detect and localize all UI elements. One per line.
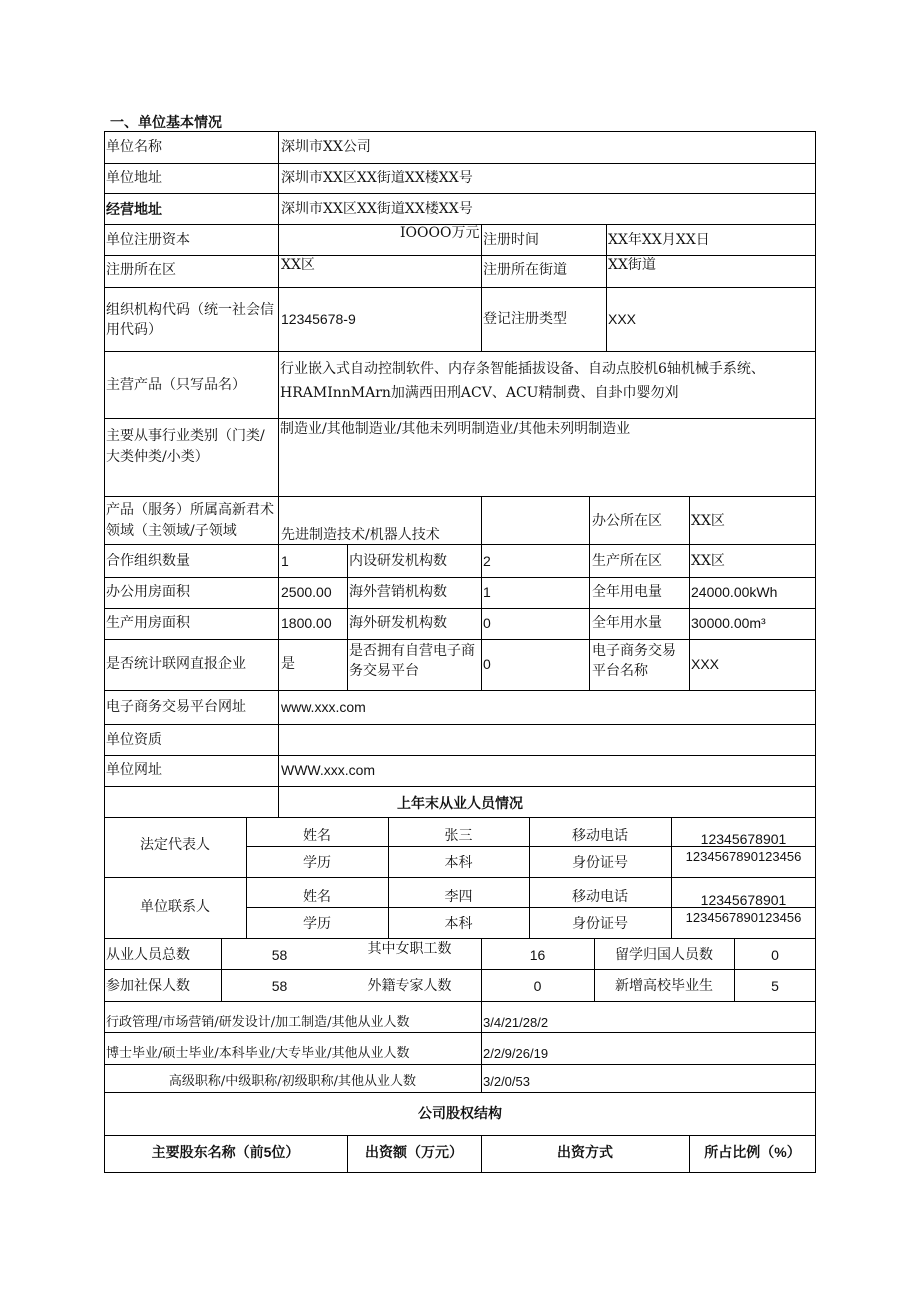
business-address-label: 经营地址 [106, 201, 162, 217]
contact-phone: 12345678901 [700, 892, 787, 908]
basic-info-table [104, 131, 816, 1173]
own-ecom-label: 是否拥有自营电子商务交易平台 [349, 643, 475, 679]
title-breakdown-label: 高级职称/中级职称/初级职称/其他从业人数 [168, 1074, 417, 1089]
equity-col-amount: 出资额（万元） [365, 1144, 463, 1160]
main-products-label: 主营产品（只写品名） [106, 377, 246, 393]
ecom-url-value: www.xxx.com [281, 699, 366, 715]
contact-phone-label: 移动电话 [572, 889, 628, 905]
overseas-sales-label: 海外营销机构数 [349, 584, 447, 600]
contact-label: 单位联系人 [140, 899, 210, 915]
electricity-label: 全年用电量 [592, 584, 662, 600]
reg-street-label: 注册所在街道 [483, 262, 567, 278]
foreign-experts-label: 外籍专家人数 [367, 978, 452, 994]
reg-capital-label: 单位注册资本 [106, 232, 190, 248]
hitech-value: 先进制造技术/机器人技术 [281, 527, 440, 543]
internet-stat-label: 是否统计联网直报企业 [106, 656, 246, 672]
equity-section-title: 公司股权结构 [418, 1105, 502, 1121]
reg-street-value: XX街道 [608, 257, 656, 273]
prod-area-label: 生产用房面积 [106, 615, 190, 631]
contact-name-label: 姓名 [303, 889, 331, 905]
prod-district-label: 生产所在区 [592, 553, 662, 569]
returnee-value: 0 [771, 947, 779, 963]
new-graduates-value: 5 [771, 978, 779, 994]
contact-id-label: 身份证号 [572, 916, 628, 932]
equity-col-ratio: 所占比例（%） [704, 1144, 801, 1160]
total-staff-label: 从业人员总数 [106, 947, 190, 963]
contact-edu-label: 学历 [303, 916, 331, 932]
reg-type-label: 登记注册类型 [483, 311, 567, 327]
dept-breakdown-label: 行政管理/市场营销/研发设计/加工制造/其他从业人数 [106, 1015, 410, 1030]
legal-rep-label: 法定代表人 [140, 837, 210, 853]
prod-area-value: 1800.00 [281, 615, 332, 631]
unit-name-value: 深圳市XX公司 [281, 139, 371, 155]
website-value: WWW.xxx.com [281, 762, 376, 778]
equity-col-shareholder: 主要股东名称（前5位） [151, 1144, 300, 1160]
reg-type-value: XXX [608, 311, 637, 327]
ecom-name-label: 电子商务交易平台名称 [592, 643, 676, 679]
ecom-name-value: XXX [691, 656, 720, 672]
contact-edu: 本科 [444, 916, 473, 932]
legal-rep-edu-label: 学历 [303, 855, 331, 871]
title-breakdown-value: 3/2/0/53 [483, 1074, 530, 1089]
total-staff-value: 58 [271, 947, 288, 963]
reg-district-value: XX区 [281, 257, 315, 273]
coop-org-label: 合作组织数量 [106, 553, 190, 569]
org-code-value: 12345678-9 [281, 311, 356, 327]
insured-value: 58 [271, 978, 288, 994]
returnee-label: 留学归国人员数 [615, 947, 713, 963]
legal-rep-name-label: 姓名 [303, 828, 331, 844]
unit-address-value: 深圳市XX区XX街道XX楼XX号 [281, 170, 473, 186]
reg-time-value: XX年XX月XX日 [608, 232, 710, 248]
legal-rep-id: 1234567890123456 [685, 849, 802, 864]
prod-district-value: XX区 [691, 553, 725, 569]
rd-internal-value: 2 [483, 553, 491, 569]
legal-rep-id-label: 身份证号 [572, 855, 628, 871]
water-label: 全年用水量 [592, 615, 662, 631]
insured-label: 参加社保人数 [106, 978, 190, 994]
own-ecom-value: 0 [483, 656, 491, 672]
unit-address-label: 单位地址 [106, 170, 162, 186]
legal-rep-name: 张三 [444, 828, 473, 844]
overseas-rd-value: 0 [483, 615, 491, 631]
dept-breakdown-value: 3/4/21/28/2 [483, 1015, 549, 1030]
water-value: 30000.00m³ [691, 615, 766, 631]
reg-time-label: 注册时间 [483, 232, 539, 248]
office-district-value: XX区 [691, 513, 725, 529]
rd-internal-label: 内设研发机构数 [349, 553, 447, 569]
website-label: 单位网址 [106, 762, 162, 778]
qualification-label: 单位资质 [106, 732, 162, 748]
female-staff-label: 其中女职工数 [367, 941, 452, 957]
staff-section-title: 上年末从业人员情况 [397, 795, 523, 811]
reg-district-label: 注册所在区 [106, 262, 176, 278]
unit-name-label: 单位名称 [106, 139, 162, 155]
reg-capital-value: IOOOO万元 [400, 225, 480, 241]
main-products-value: 行业嵌入式自动控制软件、内存条智能插拔设备、自动点胶机6轴机械手系统、HRAMInnMArn加满西田刑ACV、ACU精制费、自卦巾婴勿刈 [280, 361, 765, 401]
legal-rep-phone-label: 移动电话 [572, 828, 628, 844]
equity-col-method: 出资方式 [557, 1144, 613, 1160]
ecom-url-label: 电子商务交易平台网址 [106, 699, 246, 715]
section-title: 一、单位基本情况 [110, 115, 222, 131]
office-district-label: 办公所在区 [592, 513, 662, 529]
office-area-value: 2500.00 [281, 584, 332, 600]
degree-breakdown-value: 2/2/9/26/19 [483, 1046, 549, 1061]
degree-breakdown-label: 博士毕业/硕士毕业/本科毕业/大专毕业/其他从业人数 [106, 1046, 410, 1061]
business-address-value: 深圳市XX区XX街道XX楼XX号 [281, 201, 473, 217]
legal-rep-phone: 12345678901 [700, 831, 787, 847]
contact-name: 李四 [444, 889, 473, 905]
overseas-rd-label: 海外研发机构数 [349, 615, 447, 631]
foreign-experts-value: 0 [533, 978, 542, 994]
hitech-label: 产品（服务）所属高新君术领域（主领域/子领域 [106, 502, 274, 539]
coop-org-value: 1 [281, 553, 289, 569]
legal-rep-edu: 本科 [444, 855, 473, 871]
contact-id: 1234567890123456 [685, 910, 802, 925]
office-area-label: 办公用房面积 [106, 584, 190, 600]
female-staff-value: 16 [529, 947, 546, 963]
new-graduates-label: 新增高校毕业生 [615, 978, 713, 994]
overseas-sales-value: 1 [483, 584, 491, 600]
electricity-value: 24000.00kWh [691, 584, 778, 600]
industry-value: 制造业/其他制造业/其他未列明制造业/其他未列明制造业 [280, 421, 631, 437]
internet-stat-value: 是 [281, 656, 295, 672]
industry-label: 主要从事行业类别（门类/大类仲类/小类） [106, 428, 265, 465]
org-code-label: 组织机构代码（统一社会信用代码） [106, 302, 274, 338]
